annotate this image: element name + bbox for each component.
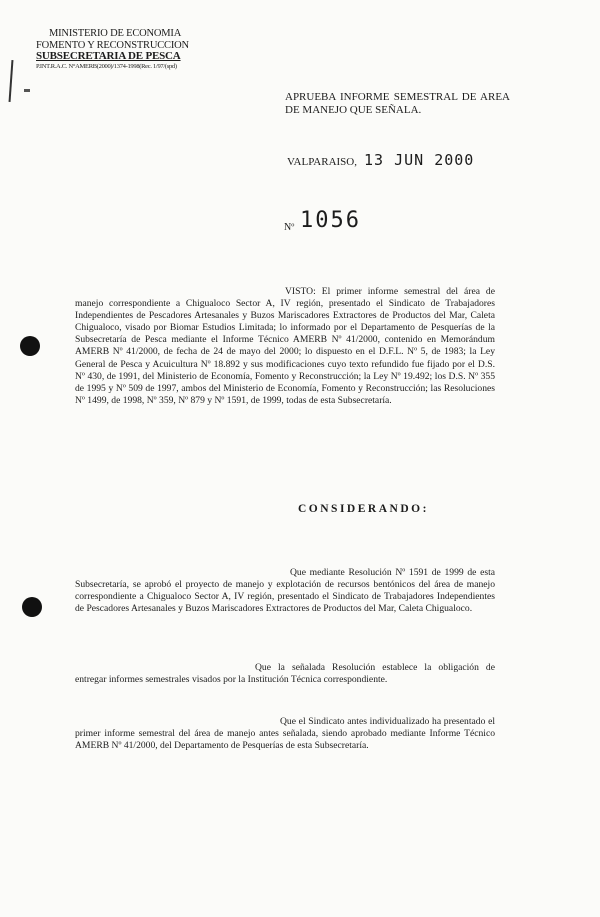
punch-hole bbox=[20, 336, 40, 356]
ministry-subtitle: FOMENTO Y RECONSTRUCCION bbox=[36, 39, 189, 51]
resolution-number: 1056 bbox=[300, 208, 361, 233]
considerando-heading: CONSIDERANDO: bbox=[298, 503, 429, 515]
number-label: Nº bbox=[284, 222, 295, 233]
ministry-header bbox=[36, 28, 189, 71]
margin-mark bbox=[9, 60, 14, 102]
margin-smudge bbox=[24, 89, 30, 92]
resolution-subject: APRUEBA INFORME SEMESTRAL DE AREA DE MANEJO QUE SEÑALA. bbox=[285, 91, 510, 116]
punch-hole bbox=[22, 597, 42, 617]
stamped-date: 13 JUN 2000 bbox=[364, 151, 475, 169]
considerando-paragraph-1: Que mediante Resolución Nº 1591 de 1999 de esta Subsecretaría, se aprobó el proyecto de manejo y explotación de recursos bentónicos del área de manejo correspondiente a Chigualoco Sector A, IV región, presentado el Sindicato de Trabajadores Independientes de Pescadores Artesanales y Buzos Mariscadores Extractores de Productos del Mar, Caleta Chigualoco. bbox=[75, 567, 495, 615]
considerando-paragraph-2: Que la señalada Resolución establece la obligación de entregar informes semestrales visados por la Institución Técnica correspondiente. bbox=[75, 662, 495, 686]
file-reference: P.INT.R.A.C. N°AMERB(2000)/1374-1998(Rec. 1/97/(spd) bbox=[36, 62, 177, 70]
visto-paragraph: VISTO: El primer informe semestral del área de manejo correspondiente a Chigualoco Sector A, IV región, presentado el Sindicato de Trabajadores Independientes de Pescadores Artesanales y Buzos Mariscadores Extractores de Productos del Mar, Caleta Chigualoco, visado por Biomar Estudios Limitada; lo informado por el Departamento de Pesquerías de la Subsecretaría de Pesca mediante el Informe Técnico AMERB Nº 41/2000, contenido en Memorándum AMERB Nº 41/2000, de fecha de 24 de mayo del 2000; lo dispuesto en el D.F.L. Nº 5, de 1983; la Ley General de Pesca y Acuicultura Nº 18.892 y sus modificaciones cuyo texto refundido fue fijado por el D.S. Nº 430, de 1991, del Ministerio de Economía, Fomento y Reconstrucción; la Ley Nº 19.492; los D.S. Nº 355 de 1995 y Nº 509 de 1997, ambos del Ministerio de Economía, Fomento y Reconstrucción; las Resoluciones Nº 1499, de 1998, Nº 359, Nº 879 y Nº 1591, de 1999, todas de esta Subsecretaría. bbox=[75, 286, 495, 406]
considerando-paragraph-3: Que el Sindicato antes individualizado ha presentado el primer informe semestral del área de manejo antes señalada, siendo aprobado mediante Informe Técnico AMERB Nº 41/2000, del Departamento de Pesquerías de esta Subsecretaría. bbox=[75, 716, 495, 752]
subsecretaria-name: SUBSECRETARIA DE PESCA bbox=[36, 50, 181, 62]
place-label: VALPARAISO, bbox=[287, 156, 357, 168]
ministry-name: MINISTERIO DE ECONOMIA bbox=[49, 28, 182, 39]
